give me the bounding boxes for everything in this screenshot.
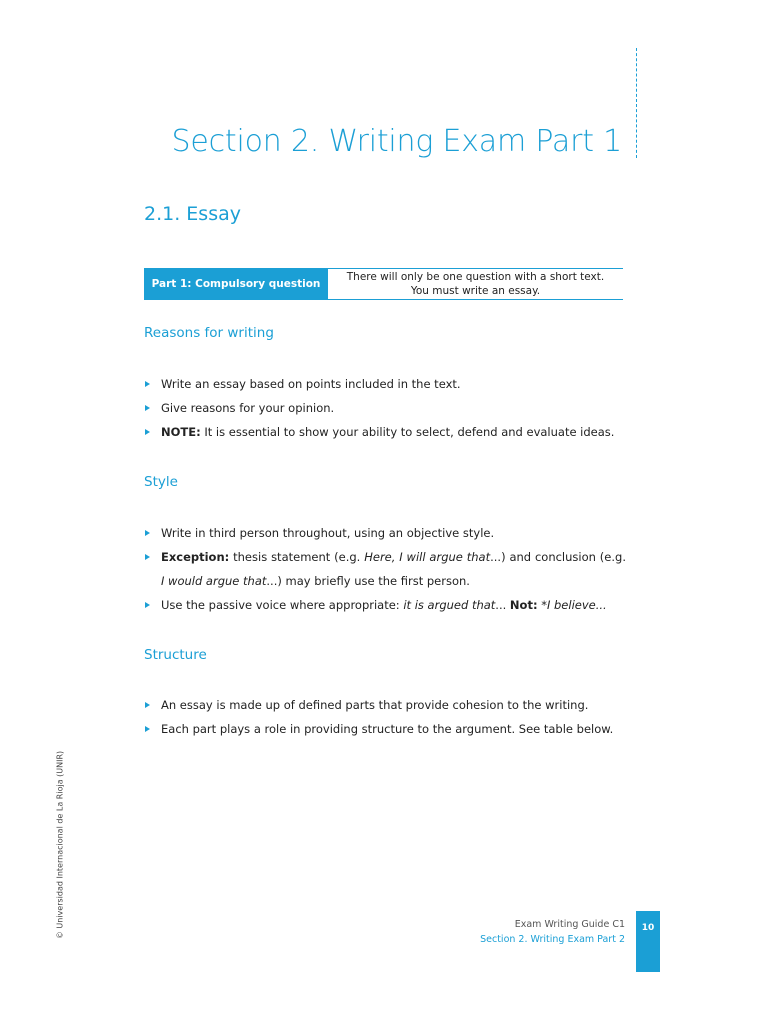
heading-structure: Structure [144,647,207,663]
bullet-triangle-icon [145,530,150,536]
top-dashed-rule [636,48,637,158]
heading-reasons-for-writing: Reasons for writing [144,325,274,341]
page-number: 10 [641,923,655,933]
section-title: Section 2. Writing Exam Part 1 [171,124,622,159]
reasons-list [144,372,626,444]
page-number-box [636,911,660,972]
style-list [144,521,626,617]
info-desc-line-1: There will only be one question with a short text. [346,271,605,283]
footer-section-title: Section 2. Writing Exam Part 2 [480,934,625,945]
list-item: Each part plays a role in providing structure to the argument. See table below. [144,717,626,741]
bullet-triangle-icon [145,726,150,732]
copyright-notice: © Universidad Internacional de La Rioja (UNIR) [55,750,65,940]
info-table [144,268,623,300]
list-item: NOTE: It is essential to show your ability to select, defend and evaluate ideas. [144,420,626,444]
bullet-triangle-icon [145,405,150,411]
structure-list [144,693,626,741]
info-desc-line-2: You must write an essay. [410,285,541,297]
list-item: Write in third person throughout, using an objective style. [144,521,626,545]
list-item: Exception: thesis statement (e.g. Here, I will argue that...) and conclusion (e.g. I would argue that...) may briefly use the first person. [144,545,626,593]
bullet-triangle-icon [145,381,150,387]
bullet-triangle-icon [145,554,150,560]
list-item: Give reasons for your opinion. [144,396,626,420]
info-table-label: Part 1: Compulsory question [144,269,328,299]
list-item: Write an essay based on points included in the text. [144,372,626,396]
heading-style: Style [144,474,178,490]
bullet-triangle-icon [145,702,150,708]
info-table-description [328,269,623,299]
footer-guide-title: Exam Writing Guide C1 [514,919,625,930]
bullet-triangle-icon [145,602,150,608]
bullet-triangle-icon [145,429,150,435]
subsection-title: 2.1. Essay [144,203,241,225]
list-item: An essay is made up of defined parts that provide cohesion to the writing. [144,693,626,717]
list-item: Use the passive voice where appropriate: it is argued that... Not: *I believe... [144,593,626,617]
